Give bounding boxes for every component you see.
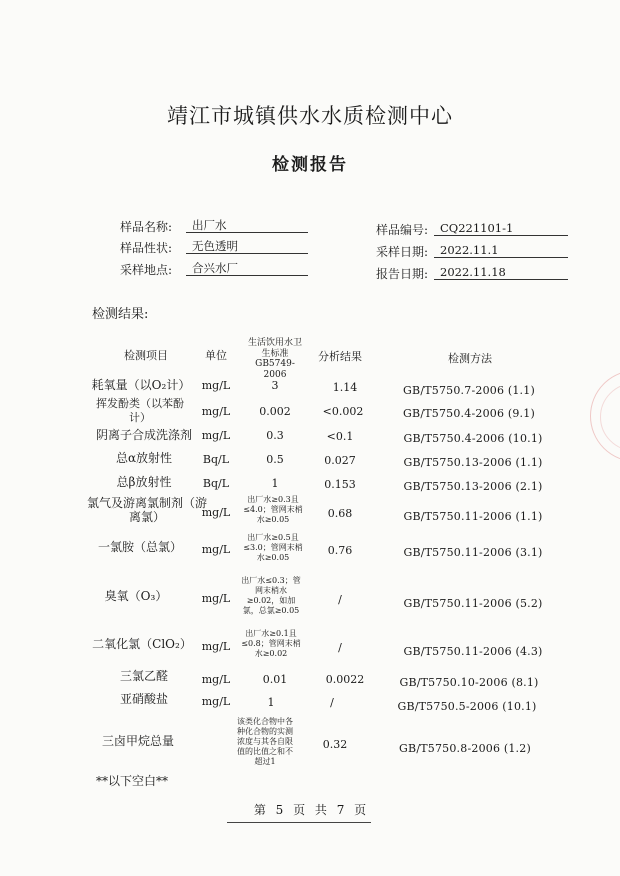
row-result: 0.68 <box>327 507 353 520</box>
row-result: <0.1 <box>326 430 354 443</box>
row-result: 0.027 <box>324 454 356 467</box>
location-label: 采样地点: <box>120 263 173 277</box>
sample-no-label: 样品编号: <box>376 223 429 237</box>
row-standard: 出厂水≥0.5且≤3.0；管网末梢水≥0.05 <box>243 533 303 562</box>
row-unit: mg/L <box>201 405 231 418</box>
row-method: GB/T5750.11-2006 (1.1) <box>403 510 543 523</box>
row-result: 0.153 <box>324 478 356 491</box>
row-result: / <box>338 641 342 654</box>
row-method: GB/T5750.11-2006 (3.1) <box>403 546 543 559</box>
row-unit: mg/L <box>201 429 231 442</box>
row-standard: 1 <box>271 477 279 490</box>
row-item: 三氯乙醛 <box>119 669 168 683</box>
row-method: GB/T5750.4-2006 (10.1) <box>403 432 543 445</box>
row-item: 耗氧量（以O₂计） <box>91 378 191 392</box>
row-result: / <box>338 593 342 606</box>
row-unit: mg/L <box>201 543 231 556</box>
row-unit: mg/L <box>201 379 231 392</box>
location-value: 合兴水厂 <box>186 260 308 276</box>
row-method: GB/T5750.13-2006 (2.1) <box>403 480 543 493</box>
col-header-method: 检测方法 <box>448 352 492 365</box>
col-header-item: 检测项目 <box>124 349 168 362</box>
row-standard: 0.01 <box>262 673 288 686</box>
sample-prop-label: 样品性状: <box>120 241 173 255</box>
row-item: 一氯胺（总氯） <box>97 540 182 554</box>
sample-name-value: 出厂水 <box>186 217 308 233</box>
page-number: 第 5 页 共 7 页 <box>253 803 367 817</box>
row-result: 0.32 <box>322 738 348 751</box>
row-unit: Bq/L <box>202 453 230 466</box>
end-note: **以下空白** <box>96 774 169 788</box>
footer-divider <box>227 822 371 823</box>
sample-date-label: 采样日期: <box>376 245 429 259</box>
row-method: GB/T5750.5-2006 (10.1) <box>397 700 537 713</box>
row-item: 总β放射性 <box>116 475 172 489</box>
row-result: <0.002 <box>322 405 364 418</box>
sample-no-value: CQ221101-1 <box>434 220 568 236</box>
sample-prop-value: 无色透明 <box>186 238 308 254</box>
row-standard: 1 <box>267 696 275 709</box>
row-unit: Bq/L <box>202 477 230 490</box>
sample-date-value: 2022.11.1 <box>434 242 568 258</box>
sample-name-label: 样品名称: <box>120 220 173 234</box>
col-header-unit: 单位 <box>205 349 227 362</box>
row-standard: 出厂水≥0.3且≤4.0；管网末梢水≥0.05 <box>243 495 303 524</box>
row-item: 挥发酚类（以苯酚计） <box>96 397 184 424</box>
row-standard: 该类化合物中各种化合物的实测浓度与其各自限值的比值之和不超过1 <box>237 717 293 766</box>
row-standard: 出厂水≤0.3；管网末梢水≥0.02，如加氯，总氯≥0.05 <box>241 576 301 615</box>
row-unit: mg/L <box>201 695 231 708</box>
row-item: 亚硝酸盐 <box>119 692 168 706</box>
row-item: 三卤甲烷总量 <box>101 734 174 748</box>
row-item: 臭氧（O₃） <box>104 589 168 603</box>
row-item: 总α放射性 <box>115 451 173 465</box>
report-date-label: 报告日期: <box>376 267 429 281</box>
row-result: 1.14 <box>332 381 358 394</box>
row-unit: mg/L <box>201 506 231 519</box>
row-result: / <box>330 696 334 709</box>
report-date-value: 2022.11.18 <box>434 264 568 280</box>
row-unit: mg/L <box>201 640 231 653</box>
row-method: GB/T5750.4-2006 (9.1) <box>403 407 535 420</box>
row-method: GB/T5750.11-2006 (4.3) <box>403 645 543 658</box>
row-standard: 0.002 <box>259 405 291 418</box>
row-method: GB/T5750.10-2006 (8.1) <box>399 676 539 689</box>
row-item: 氯气及游离氯制剂（游离氯） <box>86 496 207 524</box>
row-method: GB/T5750.7-2006 (1.1) <box>403 384 535 397</box>
row-item: 二氧化氯（ClO₂） <box>92 637 192 651</box>
row-result: 0.76 <box>327 544 353 557</box>
row-standard: 0.3 <box>266 429 284 442</box>
org-title: 靖江市城镇供水水质检测中心 <box>167 104 453 128</box>
row-item: 阴离子合成洗涤剂 <box>95 428 192 442</box>
results-label: 检测结果: <box>92 307 149 322</box>
row-unit: mg/L <box>201 673 231 686</box>
row-unit: mg/L <box>201 592 231 605</box>
col-header-result: 分析结果 <box>318 350 362 363</box>
row-result: 0.0022 <box>325 673 365 686</box>
col-header-standard: 生活饮用水卫生标准GB5749-2006 <box>247 338 302 380</box>
row-standard: 3 <box>271 379 279 392</box>
row-method: GB/T5750.13-2006 (1.1) <box>403 456 543 469</box>
row-standard: 0.5 <box>266 453 284 466</box>
report-title: 检测报告 <box>272 155 348 175</box>
row-standard: 出厂水≥0.1且≤0.8；管网末梢水≥0.02 <box>241 629 301 658</box>
row-method: GB/T5750.8-2006 (1.2) <box>399 742 531 755</box>
row-method: GB/T5750.11-2006 (5.2) <box>403 597 543 610</box>
